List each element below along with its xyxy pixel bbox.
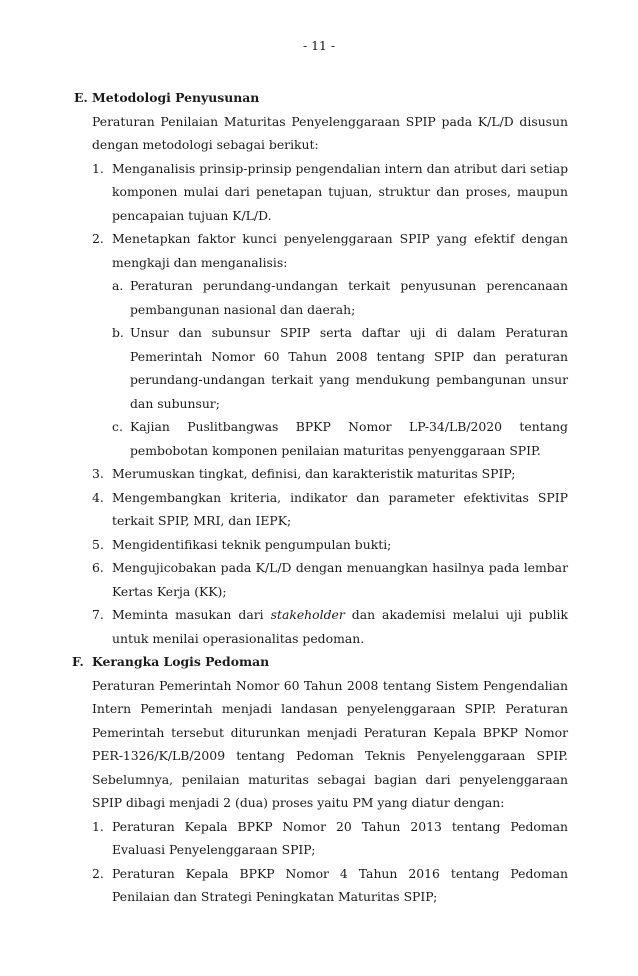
- list-marker: 6.: [92, 560, 104, 575]
- section-f-list: [72, 815, 568, 909]
- section-f-intro: Peraturan Pemerintah Nomor 60 Tahun 2008 tentang Sistem Pengendalian Intern Pemerintah menjadi landasan penyelenggaraan SPIP. Peraturan Pemerintah tersebut diturunkan menjadi Peraturan Kepala BPKP Nomor PER-1326/K/LB/2009 tentang Pedoman Teknis Penyelenggaraan SPIP. Sebelumnya, penilaian maturitas sebagai bagian dari penyelenggaraan SPIP dibagi menjadi 2 (dua) proses yaitu PM yang diatur dengan:: [92, 677, 568, 810]
- list-item: [92, 486, 568, 533]
- sub-list-marker: a.: [112, 278, 124, 293]
- list-marker: 2.: [92, 865, 104, 881]
- list-item-text: Menganalisis prinsip-prinsip pengendalian intern dan atribut dari setiap komponen mulai dari penetapan tujuan, struktur dan proses, maupun pencapaian tujuan K/L/D.: [112, 160, 569, 223]
- section-heading-f: [72, 650, 568, 674]
- list-item: [92, 157, 568, 228]
- list-item-text: [112, 603, 568, 650]
- list-marker: 3.: [92, 466, 104, 481]
- sub-list-item: [112, 321, 568, 415]
- list-item: [92, 556, 568, 603]
- sub-list-item: [112, 415, 568, 462]
- sub-list-item-text: Unsur dan subunsur SPIP serta daftar uji di dalam Peraturan Pemerintah Nomor 60 Tahun 2008 tentang SPIP dan peraturan perundang-undangan terkait yang mendukung pembangunan unsur dan subunsur;: [130, 325, 568, 411]
- list-marker: 1.: [92, 818, 104, 834]
- section-e-list: [72, 157, 568, 651]
- list-item: [92, 533, 568, 557]
- sub-list-item: [112, 274, 568, 321]
- list-item: [92, 603, 568, 650]
- list-marker: 1.: [92, 160, 104, 176]
- section-heading-e: [74, 86, 568, 110]
- list-item-text: Menetapkan faktor kunci penyelenggaraan SPIP yang efektif dengan mengkaji dan menganalisis:: [112, 231, 568, 270]
- list-item: [92, 862, 568, 909]
- list-marker: 7.: [92, 607, 104, 622]
- section-letter: E.: [74, 90, 88, 105]
- italic-term: stakeholder: [270, 607, 345, 622]
- list-item: [92, 815, 568, 862]
- list-item-text-part: Meminta masukan dari: [112, 607, 271, 622]
- section-title: Metodologi Penyusunan: [92, 90, 260, 105]
- list-item-text: Mengidentifikasi teknik pengumpulan bukti;: [112, 536, 392, 552]
- list-item-text: Peraturan Kepala BPKP Nomor 4 Tahun 2016 tentang Pedoman Penilaian dan Strategi Peningkatan Maturitas SPIP;: [112, 865, 568, 904]
- list-marker: 2.: [92, 231, 104, 246]
- section-letter: F.: [72, 654, 84, 669]
- page-number: - 11 -: [302, 38, 336, 53]
- list-item-text: Mengembangkan kriteria, indikator dan parameter efektivitas SPIP terkait SPIP, MRI, dan IEPK;: [112, 489, 568, 528]
- section-e-intro: Peraturan Penilaian Maturitas Penyelenggaraan SPIP pada K/L/D disusun dengan metodologi sebagai berikut:: [92, 113, 568, 152]
- sub-list-item-text: Kajian Puslitbangwas BPKP Nomor LP-34/LB/2020 tentang pembobotan komponen penilaian maturitas penyenggaraan SPIP.: [130, 419, 568, 458]
- list-item-text: Mengujicobakan pada K/L/D dengan menuangkan hasilnya pada lembar Kertas Kerja (KK);: [112, 560, 568, 599]
- list-marker: 4.: [92, 489, 104, 505]
- section-title: Kerangka Logis Pedoman: [92, 654, 270, 669]
- sub-list-marker: b.: [112, 325, 124, 340]
- sub-list-marker: c.: [112, 419, 123, 434]
- sub-list-item-text: Peraturan perundang-undangan terkait penyusunan perencanaan pembangunan nasional dan daerah;: [130, 278, 568, 317]
- list-item-text: Merumuskan tingkat, definisi, dan karakteristik maturitas SPIP;: [112, 466, 516, 481]
- list-marker: 5.: [92, 536, 104, 552]
- list-item: [92, 462, 568, 486]
- list-item: [92, 227, 568, 274]
- page-content: [72, 86, 568, 909]
- list-item-text-part: dan akademisi melalui uji publik untuk menilai operasionalitas pedoman.: [112, 607, 568, 646]
- list-item-text: Peraturan Kepala BPKP Nomor 20 Tahun 2013 tentang Pedoman Evaluasi Penyelenggaraan SPIP;: [112, 818, 568, 857]
